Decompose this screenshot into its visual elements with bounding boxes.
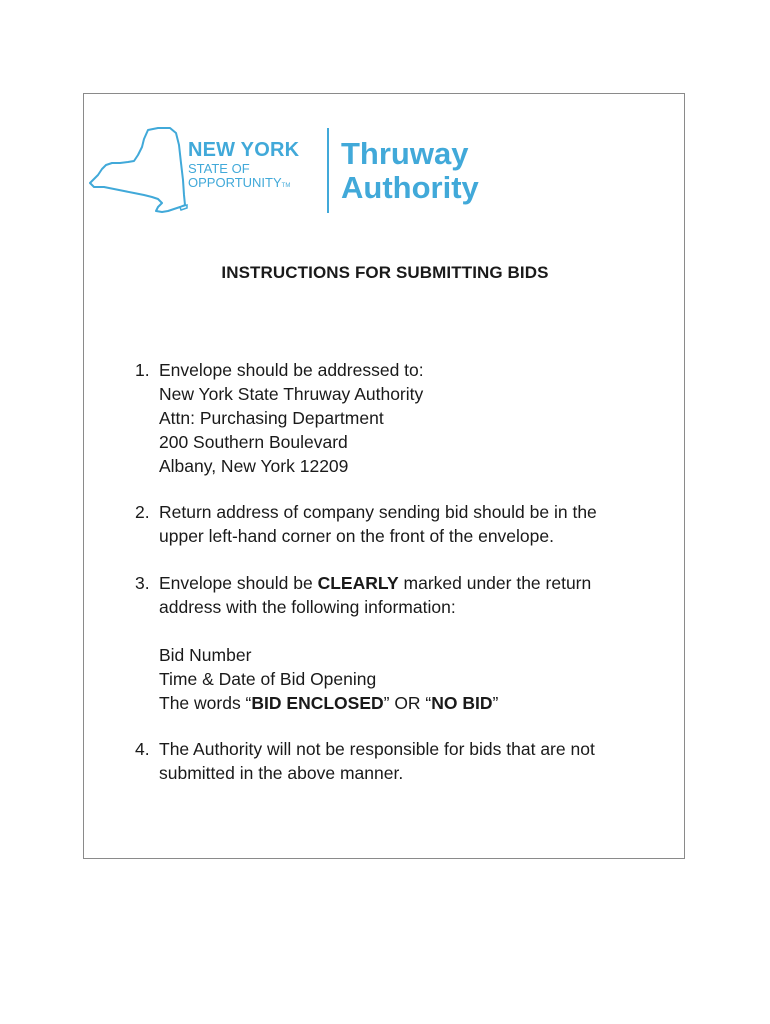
marking-detail: The words “BID ENCLOSED” OR “NO BID” <box>159 693 499 713</box>
emphasis-text: CLEARLY <box>317 573 399 593</box>
address-line: Attn: Purchasing Department <box>159 408 384 428</box>
address-line: 200 Southern Boulevard <box>159 432 348 452</box>
logo-state-of-text: STATE OF <box>188 161 250 176</box>
trademark-mark: TM <box>281 183 291 189</box>
logo-authority-text: Authority <box>341 170 479 205</box>
thruway-authority-logo <box>88 125 528 217</box>
instruction-item-4 <box>135 737 675 785</box>
instruction-item-3: 3. Envelope should be CLEARLY marked under the return address with the following information: Bid Number Time & Date of Bid Opening The words “BID ENCLOSED” OR “NO BID” <box>135 571 675 715</box>
item-number: 4. <box>135 739 150 759</box>
item-text: address with the following information: <box>159 597 456 617</box>
item-text: Return address of company sending bid should be in the <box>159 502 597 522</box>
emphasis-text: NO BID <box>431 693 493 713</box>
logo-opportunity-text: OPPORTUNITYTM <box>188 175 291 190</box>
logo-new-york-text: NEW YORK <box>188 139 300 161</box>
document-title: INSTRUCTIONS FOR SUBMITTING BIDS <box>221 263 549 282</box>
marking-detail: Bid Number <box>159 645 252 665</box>
item-text: The Authority will not be responsible for bids that are not <box>159 739 595 759</box>
new-york-state-outline-icon <box>88 125 188 217</box>
address-line: Albany, New York 12209 <box>159 456 349 476</box>
logo-thruway-text: Thruway <box>341 136 469 171</box>
logo-divider <box>327 128 329 213</box>
item-number: 2. <box>135 502 150 522</box>
item-number: 3. <box>135 573 150 593</box>
item-number: 1. <box>135 360 150 380</box>
address-line: New York State Thruway Authority <box>159 384 424 404</box>
instruction-item-1 <box>135 358 675 478</box>
item-text: upper left-hand corner on the front of the envelope. <box>159 526 554 546</box>
instruction-item-2 <box>135 500 675 548</box>
item-text: Envelope should be addressed to: <box>159 360 424 380</box>
emphasis-text: BID ENCLOSED <box>251 693 384 713</box>
marking-detail: Time & Date of Bid Opening <box>159 669 377 689</box>
item-text: submitted in the above manner. <box>159 763 404 783</box>
